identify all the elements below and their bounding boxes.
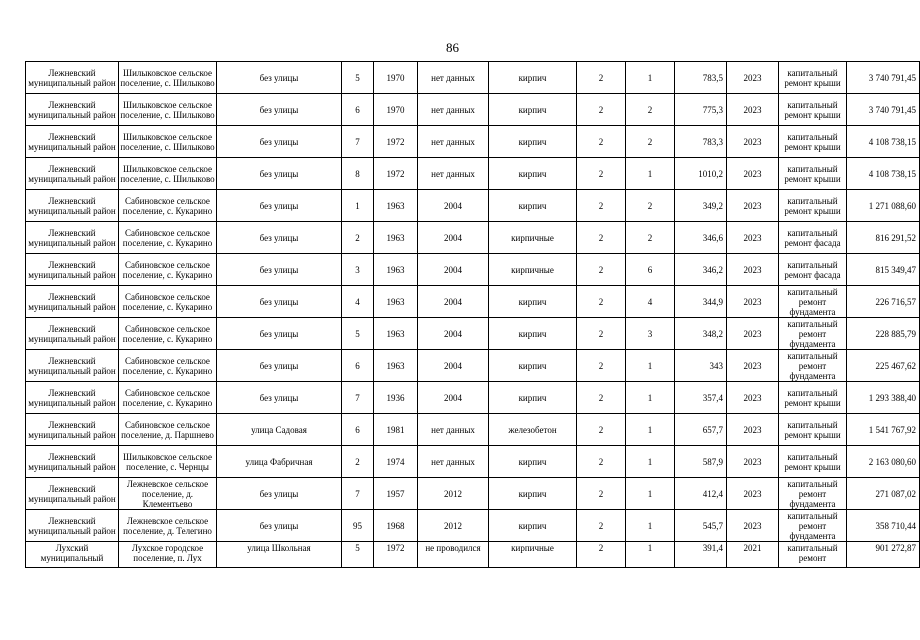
plan-year-cell: 2023 bbox=[727, 222, 779, 254]
cost-cell: 1 541 767,92 bbox=[847, 414, 920, 446]
entrances-cell: 1 bbox=[626, 414, 675, 446]
page-number: 86 bbox=[446, 40, 459, 55]
entrances-cell: 1 bbox=[626, 446, 675, 478]
area-cell: 346,6 bbox=[675, 222, 727, 254]
area-cell: 357,4 bbox=[675, 382, 727, 414]
plan-year-cell: 2023 bbox=[727, 510, 779, 542]
plan-year-cell: 2023 bbox=[727, 254, 779, 286]
work-type-cell: капитальный ремонт крыши bbox=[779, 190, 847, 222]
settlement-cell: Шилыковское сельское поселение, с. Шилыково bbox=[119, 62, 217, 94]
street-cell: улица Школьная bbox=[217, 542, 342, 568]
work-type-cell: капитальный ремонт крыши bbox=[779, 126, 847, 158]
work-type-cell: капитальный ремонт крыши bbox=[779, 446, 847, 478]
street-cell: без улицы bbox=[217, 222, 342, 254]
settlement-cell: Сабиновское сельское поселение, с. Кукарино bbox=[119, 222, 217, 254]
table-body bbox=[26, 62, 920, 568]
entrances-cell: 1 bbox=[626, 158, 675, 190]
build-year-cell: 1963 bbox=[374, 350, 418, 382]
district-cell: Лежневский муниципальный район bbox=[26, 190, 119, 222]
district-cell: Лежневский муниципальный район bbox=[26, 446, 119, 478]
floors-cell: 2 bbox=[577, 318, 626, 350]
house-number-cell: 2 bbox=[342, 222, 374, 254]
street-cell: улица Фабричная bbox=[217, 446, 342, 478]
last-repair-cell: 2004 bbox=[418, 190, 489, 222]
district-cell: Лежневский муниципальный район bbox=[26, 158, 119, 190]
last-repair-cell: нет данных bbox=[418, 414, 489, 446]
wall-material-cell: кирпич bbox=[489, 318, 577, 350]
district-cell: Лежневский муниципальный район bbox=[26, 254, 119, 286]
last-repair-cell: нет данных bbox=[418, 158, 489, 190]
table-row bbox=[26, 478, 920, 510]
house-number-cell: 7 bbox=[342, 126, 374, 158]
last-repair-cell: 2004 bbox=[418, 222, 489, 254]
table-row bbox=[26, 254, 920, 286]
table-row bbox=[26, 382, 920, 414]
plan-year-cell: 2023 bbox=[727, 286, 779, 318]
street-cell: без улицы bbox=[217, 350, 342, 382]
district-cell: Лежневский муниципальный район bbox=[26, 510, 119, 542]
table-container bbox=[25, 61, 916, 594]
work-type-cell: капитальный ремонт фундамента bbox=[779, 286, 847, 318]
last-repair-cell: 2004 bbox=[418, 254, 489, 286]
settlement-cell: Сабиновское сельское поселение, с. Кукарино bbox=[119, 382, 217, 414]
table-row bbox=[26, 350, 920, 382]
table-row bbox=[26, 158, 920, 190]
wall-material-cell: кирпич bbox=[489, 446, 577, 478]
floors-cell: 2 bbox=[577, 382, 626, 414]
cost-cell: 228 885,79 bbox=[847, 318, 920, 350]
table-row bbox=[26, 94, 920, 126]
wall-material-cell: кирпич bbox=[489, 510, 577, 542]
work-type-cell: капитальный ремонт фасада bbox=[779, 222, 847, 254]
cost-cell: 271 087,02 bbox=[847, 478, 920, 510]
wall-material-cell: железобетон bbox=[489, 414, 577, 446]
district-cell: Лежневский муниципальный район bbox=[26, 414, 119, 446]
table-row bbox=[26, 190, 920, 222]
work-type-cell: капитальный ремонт фундамента bbox=[779, 510, 847, 542]
wall-material-cell: кирпич bbox=[489, 126, 577, 158]
area-cell: 343 bbox=[675, 350, 727, 382]
area-cell: 783,3 bbox=[675, 126, 727, 158]
last-repair-cell: нет данных bbox=[418, 126, 489, 158]
cost-cell: 3 740 791,45 bbox=[847, 94, 920, 126]
house-number-cell: 6 bbox=[342, 350, 374, 382]
build-year-cell: 1970 bbox=[374, 94, 418, 126]
last-repair-cell: 2004 bbox=[418, 286, 489, 318]
area-cell: 344,9 bbox=[675, 286, 727, 318]
area-cell: 657,7 bbox=[675, 414, 727, 446]
entrances-cell: 2 bbox=[626, 126, 675, 158]
floors-cell: 2 bbox=[577, 350, 626, 382]
plan-year-cell: 2023 bbox=[727, 190, 779, 222]
settlement-cell: Шилыковское сельское поселение, с. Шилыково bbox=[119, 158, 217, 190]
plan-year-cell: 2023 bbox=[727, 446, 779, 478]
plan-year-cell: 2023 bbox=[727, 414, 779, 446]
build-year-cell: 1972 bbox=[374, 542, 418, 568]
area-cell: 346,2 bbox=[675, 254, 727, 286]
house-number-cell: 5 bbox=[342, 542, 374, 568]
settlement-cell: Шилыковское сельское поселение, с. Чернцы bbox=[119, 446, 217, 478]
wall-material-cell: кирпичные bbox=[489, 542, 577, 568]
house-number-cell: 8 bbox=[342, 158, 374, 190]
street-cell: без улицы bbox=[217, 190, 342, 222]
settlement-cell: Шилыковское сельское поселение, с. Шилыково bbox=[119, 94, 217, 126]
table-row bbox=[26, 318, 920, 350]
housing-repair-table bbox=[25, 61, 920, 568]
district-cell: Лежневский муниципальный район bbox=[26, 286, 119, 318]
floors-cell: 2 bbox=[577, 126, 626, 158]
floors-cell: 2 bbox=[577, 62, 626, 94]
entrances-cell: 6 bbox=[626, 254, 675, 286]
cost-cell: 4 108 738,15 bbox=[847, 126, 920, 158]
street-cell: без улицы bbox=[217, 286, 342, 318]
build-year-cell: 1963 bbox=[374, 222, 418, 254]
entrances-cell: 2 bbox=[626, 190, 675, 222]
area-cell: 587,9 bbox=[675, 446, 727, 478]
build-year-cell: 1936 bbox=[374, 382, 418, 414]
table-row bbox=[26, 446, 920, 478]
cost-cell: 816 291,52 bbox=[847, 222, 920, 254]
street-cell: без улицы bbox=[217, 382, 342, 414]
work-type-cell: капитальный ремонт фундамента bbox=[779, 478, 847, 510]
settlement-cell: Сабиновское сельское поселение, с. Кукарино bbox=[119, 286, 217, 318]
plan-year-cell: 2023 bbox=[727, 382, 779, 414]
floors-cell: 2 bbox=[577, 478, 626, 510]
settlement-cell: Сабиновское сельское поселение, с. Кукарино bbox=[119, 190, 217, 222]
settlement-cell: Сабиновское сельское поселение, д. Паршнево bbox=[119, 414, 217, 446]
floors-cell: 2 bbox=[577, 446, 626, 478]
entrances-cell: 1 bbox=[626, 62, 675, 94]
entrances-cell: 1 bbox=[626, 350, 675, 382]
last-repair-cell: 2004 bbox=[418, 382, 489, 414]
cost-cell: 3 740 791,45 bbox=[847, 62, 920, 94]
street-cell: без улицы bbox=[217, 62, 342, 94]
table-row bbox=[26, 286, 920, 318]
floors-cell: 2 bbox=[577, 542, 626, 568]
house-number-cell: 5 bbox=[342, 62, 374, 94]
area-cell: 391,4 bbox=[675, 542, 727, 568]
wall-material-cell: кирпич bbox=[489, 190, 577, 222]
district-cell: Лежневский муниципальный район bbox=[26, 62, 119, 94]
wall-material-cell: кирпич bbox=[489, 94, 577, 126]
house-number-cell: 2 bbox=[342, 446, 374, 478]
last-repair-cell: нет данных bbox=[418, 94, 489, 126]
wall-material-cell: кирпич bbox=[489, 478, 577, 510]
plan-year-cell: 2023 bbox=[727, 126, 779, 158]
table-row bbox=[26, 414, 920, 446]
last-repair-cell: нет данных bbox=[418, 62, 489, 94]
plan-year-cell: 2023 bbox=[727, 350, 779, 382]
build-year-cell: 1972 bbox=[374, 158, 418, 190]
work-type-cell: капитальный ремонт bbox=[779, 542, 847, 568]
district-cell: Лежневский муниципальный район bbox=[26, 350, 119, 382]
plan-year-cell: 2023 bbox=[727, 62, 779, 94]
entrances-cell: 4 bbox=[626, 286, 675, 318]
cost-cell: 358 710,44 bbox=[847, 510, 920, 542]
wall-material-cell: кирпичные bbox=[489, 254, 577, 286]
build-year-cell: 1970 bbox=[374, 62, 418, 94]
work-type-cell: капитальный ремонт крыши bbox=[779, 62, 847, 94]
house-number-cell: 7 bbox=[342, 382, 374, 414]
area-cell: 775,3 bbox=[675, 94, 727, 126]
table-row bbox=[26, 62, 920, 94]
district-cell: Лежневский муниципальный район bbox=[26, 478, 119, 510]
build-year-cell: 1963 bbox=[374, 286, 418, 318]
area-cell: 545,7 bbox=[675, 510, 727, 542]
plan-year-cell: 2023 bbox=[727, 478, 779, 510]
cost-cell: 2 163 080,60 bbox=[847, 446, 920, 478]
last-repair-cell: 2004 bbox=[418, 318, 489, 350]
house-number-cell: 7 bbox=[342, 478, 374, 510]
cost-cell: 226 716,57 bbox=[847, 286, 920, 318]
street-cell: без улицы bbox=[217, 94, 342, 126]
house-number-cell: 95 bbox=[342, 510, 374, 542]
wall-material-cell: кирпич bbox=[489, 62, 577, 94]
cost-cell: 901 272,87 bbox=[847, 542, 920, 568]
floors-cell: 2 bbox=[577, 94, 626, 126]
plan-year-cell: 2021 bbox=[727, 542, 779, 568]
build-year-cell: 1972 bbox=[374, 126, 418, 158]
floors-cell: 2 bbox=[577, 510, 626, 542]
build-year-cell: 1974 bbox=[374, 446, 418, 478]
cost-cell: 4 108 738,15 bbox=[847, 158, 920, 190]
entrances-cell: 3 bbox=[626, 318, 675, 350]
cost-cell: 225 467,62 bbox=[847, 350, 920, 382]
wall-material-cell: кирпичные bbox=[489, 222, 577, 254]
settlement-cell: Сабиновское сельское поселение, с. Кукарино bbox=[119, 254, 217, 286]
floors-cell: 2 bbox=[577, 222, 626, 254]
wall-material-cell: кирпич bbox=[489, 382, 577, 414]
house-number-cell: 5 bbox=[342, 318, 374, 350]
plan-year-cell: 2023 bbox=[727, 94, 779, 126]
floors-cell: 2 bbox=[577, 414, 626, 446]
street-cell: без улицы bbox=[217, 126, 342, 158]
house-number-cell: 1 bbox=[342, 190, 374, 222]
district-cell: Лежневский муниципальный район bbox=[26, 318, 119, 350]
work-type-cell: капитальный ремонт фундамента bbox=[779, 318, 847, 350]
build-year-cell: 1963 bbox=[374, 190, 418, 222]
table-row bbox=[26, 126, 920, 158]
plan-year-cell: 2023 bbox=[727, 158, 779, 190]
cost-cell: 1 293 388,40 bbox=[847, 382, 920, 414]
floors-cell: 2 bbox=[577, 158, 626, 190]
table-row bbox=[26, 542, 920, 568]
street-cell: улица Садовая bbox=[217, 414, 342, 446]
district-cell: Лухский муниципальный bbox=[26, 542, 119, 568]
area-cell: 412,4 bbox=[675, 478, 727, 510]
district-cell: Лежневский муниципальный район bbox=[26, 222, 119, 254]
work-type-cell: капитальный ремонт крыши bbox=[779, 158, 847, 190]
house-number-cell: 6 bbox=[342, 414, 374, 446]
settlement-cell: Лухское городское поселение, п. Лух bbox=[119, 542, 217, 568]
last-repair-cell: 2004 bbox=[418, 350, 489, 382]
build-year-cell: 1981 bbox=[374, 414, 418, 446]
area-cell: 349,2 bbox=[675, 190, 727, 222]
work-type-cell: капитальный ремонт крыши bbox=[779, 414, 847, 446]
build-year-cell: 1963 bbox=[374, 254, 418, 286]
entrances-cell: 1 bbox=[626, 478, 675, 510]
area-cell: 1010,2 bbox=[675, 158, 727, 190]
entrances-cell: 2 bbox=[626, 222, 675, 254]
entrances-cell: 2 bbox=[626, 94, 675, 126]
work-type-cell: капитальный ремонт крыши bbox=[779, 382, 847, 414]
floors-cell: 2 bbox=[577, 286, 626, 318]
area-cell: 783,5 bbox=[675, 62, 727, 94]
last-repair-cell: не проводился bbox=[418, 542, 489, 568]
street-cell: без улицы bbox=[217, 478, 342, 510]
entrances-cell: 1 bbox=[626, 542, 675, 568]
build-year-cell: 1963 bbox=[374, 318, 418, 350]
last-repair-cell: нет данных bbox=[418, 446, 489, 478]
table-row bbox=[26, 222, 920, 254]
district-cell: Лежневский муниципальный район bbox=[26, 94, 119, 126]
entrances-cell: 1 bbox=[626, 382, 675, 414]
plan-year-cell: 2023 bbox=[727, 318, 779, 350]
last-repair-cell: 2012 bbox=[418, 510, 489, 542]
table-row bbox=[26, 510, 920, 542]
wall-material-cell: кирпич bbox=[489, 350, 577, 382]
cost-cell: 1 271 088,60 bbox=[847, 190, 920, 222]
street-cell: без улицы bbox=[217, 510, 342, 542]
settlement-cell: Сабиновское сельское поселение, с. Кукарино bbox=[119, 318, 217, 350]
work-type-cell: капитальный ремонт крыши bbox=[779, 94, 847, 126]
work-type-cell: капитальный ремонт фундамента bbox=[779, 350, 847, 382]
street-cell: без улицы bbox=[217, 254, 342, 286]
wall-material-cell: кирпич bbox=[489, 158, 577, 190]
district-cell: Лежневский муниципальный район bbox=[26, 382, 119, 414]
street-cell: без улицы bbox=[217, 158, 342, 190]
house-number-cell: 4 bbox=[342, 286, 374, 318]
floors-cell: 2 bbox=[577, 254, 626, 286]
settlement-cell: Лежневское сельское поселение, д. Клементьево bbox=[119, 478, 217, 510]
district-cell: Лежневский муниципальный район bbox=[26, 126, 119, 158]
settlement-cell: Лежневское сельское поселение, д. Телегино bbox=[119, 510, 217, 542]
build-year-cell: 1957 bbox=[374, 478, 418, 510]
settlement-cell: Сабиновское сельское поселение, с. Кукарино bbox=[119, 350, 217, 382]
cost-cell: 815 349,47 bbox=[847, 254, 920, 286]
last-repair-cell: 2012 bbox=[418, 478, 489, 510]
area-cell: 348,2 bbox=[675, 318, 727, 350]
house-number-cell: 6 bbox=[342, 94, 374, 126]
settlement-cell: Шилыковское сельское поселение, с. Шилыково bbox=[119, 126, 217, 158]
build-year-cell: 1968 bbox=[374, 510, 418, 542]
street-cell: без улицы bbox=[217, 318, 342, 350]
house-number-cell: 3 bbox=[342, 254, 374, 286]
work-type-cell: капитальный ремонт фасада bbox=[779, 254, 847, 286]
wall-material-cell: кирпич bbox=[489, 286, 577, 318]
floors-cell: 2 bbox=[577, 190, 626, 222]
entrances-cell: 1 bbox=[626, 510, 675, 542]
